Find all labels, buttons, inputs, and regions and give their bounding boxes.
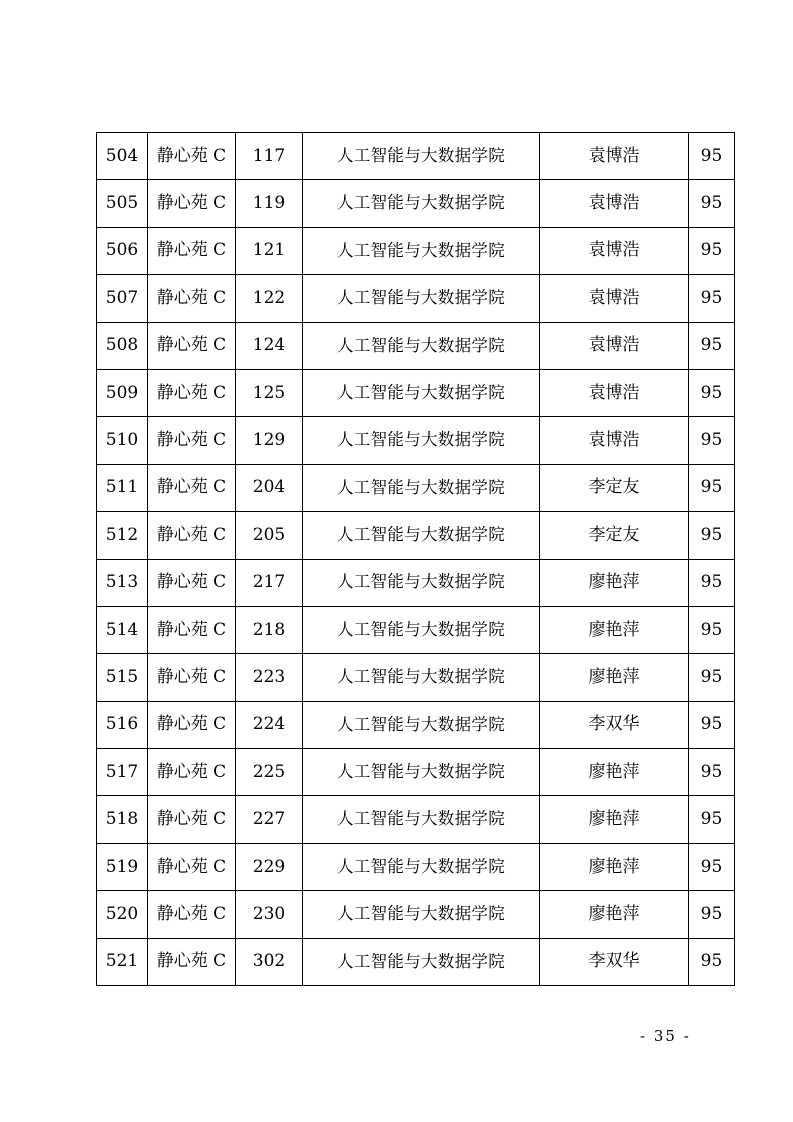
- row-number-cell: 513: [97, 559, 148, 606]
- score-cell: 95: [689, 133, 735, 180]
- room-number-cell: 204: [236, 464, 303, 511]
- college-cell: 人工智能与大数据学院: [303, 322, 540, 369]
- college-cell: 人工智能与大数据学院: [303, 512, 540, 559]
- table-body: [97, 133, 735, 986]
- score-cell: 95: [689, 512, 735, 559]
- room-number-cell: 227: [236, 796, 303, 843]
- room-number-cell: 125: [236, 369, 303, 416]
- person-in-charge-cell: 李定友: [540, 464, 689, 511]
- college-cell: 人工智能与大数据学院: [303, 606, 540, 653]
- building-cell: 静心苑 C: [148, 464, 236, 511]
- building-cell: 静心苑 C: [148, 749, 236, 796]
- building-cell: 静心苑 C: [148, 417, 236, 464]
- person-in-charge-cell: 袁博浩: [540, 369, 689, 416]
- person-in-charge-cell: 廖艳萍: [540, 606, 689, 653]
- score-cell: 95: [689, 606, 735, 653]
- table-row: [97, 322, 735, 369]
- row-number-cell: 508: [97, 322, 148, 369]
- room-number-cell: 122: [236, 275, 303, 322]
- score-cell: 95: [689, 417, 735, 464]
- dormitory-score-table: [96, 132, 735, 986]
- row-number-cell: 505: [97, 180, 148, 227]
- table-row: [97, 654, 735, 701]
- college-cell: 人工智能与大数据学院: [303, 275, 540, 322]
- table-row: [97, 417, 735, 464]
- person-in-charge-cell: 袁博浩: [540, 322, 689, 369]
- building-cell: 静心苑 C: [148, 701, 236, 748]
- score-cell: 95: [689, 654, 735, 701]
- college-cell: 人工智能与大数据学院: [303, 369, 540, 416]
- score-cell: 95: [689, 796, 735, 843]
- table-row: [97, 180, 735, 227]
- person-in-charge-cell: 袁博浩: [540, 227, 689, 274]
- row-number-cell: 516: [97, 701, 148, 748]
- table-row: [97, 938, 735, 985]
- person-in-charge-cell: 李定友: [540, 512, 689, 559]
- score-cell: 95: [689, 749, 735, 796]
- score-cell: 95: [689, 938, 735, 985]
- room-number-cell: 229: [236, 843, 303, 890]
- college-cell: 人工智能与大数据学院: [303, 701, 540, 748]
- room-number-cell: 218: [236, 606, 303, 653]
- table-row: [97, 275, 735, 322]
- page-number: - 35 -: [640, 1027, 691, 1045]
- person-in-charge-cell: 廖艳萍: [540, 654, 689, 701]
- table-row: [97, 559, 735, 606]
- table-row: [97, 843, 735, 890]
- row-number-cell: 514: [97, 606, 148, 653]
- college-cell: 人工智能与大数据学院: [303, 417, 540, 464]
- table-row: [97, 464, 735, 511]
- building-cell: 静心苑 C: [148, 133, 236, 180]
- room-number-cell: 205: [236, 512, 303, 559]
- college-cell: 人工智能与大数据学院: [303, 464, 540, 511]
- room-number-cell: 225: [236, 749, 303, 796]
- room-number-cell: 129: [236, 417, 303, 464]
- person-in-charge-cell: 袁博浩: [540, 180, 689, 227]
- college-cell: 人工智能与大数据学院: [303, 938, 540, 985]
- person-in-charge-cell: 袁博浩: [540, 275, 689, 322]
- score-cell: 95: [689, 843, 735, 890]
- row-number-cell: 518: [97, 796, 148, 843]
- score-cell: 95: [689, 464, 735, 511]
- college-cell: 人工智能与大数据学院: [303, 180, 540, 227]
- row-number-cell: 504: [97, 133, 148, 180]
- person-in-charge-cell: 袁博浩: [540, 133, 689, 180]
- room-number-cell: 224: [236, 701, 303, 748]
- college-cell: 人工智能与大数据学院: [303, 133, 540, 180]
- score-cell: 95: [689, 891, 735, 938]
- row-number-cell: 510: [97, 417, 148, 464]
- row-number-cell: 512: [97, 512, 148, 559]
- row-number-cell: 521: [97, 938, 148, 985]
- college-cell: 人工智能与大数据学院: [303, 843, 540, 890]
- college-cell: 人工智能与大数据学院: [303, 749, 540, 796]
- room-number-cell: 124: [236, 322, 303, 369]
- building-cell: 静心苑 C: [148, 559, 236, 606]
- table-row: [97, 891, 735, 938]
- room-number-cell: 117: [236, 133, 303, 180]
- building-cell: 静心苑 C: [148, 512, 236, 559]
- building-cell: 静心苑 C: [148, 227, 236, 274]
- score-cell: 95: [689, 275, 735, 322]
- room-number-cell: 119: [236, 180, 303, 227]
- score-cell: 95: [689, 559, 735, 606]
- person-in-charge-cell: 李双华: [540, 701, 689, 748]
- row-number-cell: 507: [97, 275, 148, 322]
- college-cell: 人工智能与大数据学院: [303, 891, 540, 938]
- table-row: [97, 606, 735, 653]
- room-number-cell: 217: [236, 559, 303, 606]
- table-row: [97, 749, 735, 796]
- building-cell: 静心苑 C: [148, 369, 236, 416]
- score-cell: 95: [689, 369, 735, 416]
- table-row: [97, 227, 735, 274]
- person-in-charge-cell: 廖艳萍: [540, 891, 689, 938]
- row-number-cell: 517: [97, 749, 148, 796]
- person-in-charge-cell: 廖艳萍: [540, 796, 689, 843]
- person-in-charge-cell: 廖艳萍: [540, 559, 689, 606]
- score-cell: 95: [689, 701, 735, 748]
- room-number-cell: 230: [236, 891, 303, 938]
- row-number-cell: 506: [97, 227, 148, 274]
- room-number-cell: 302: [236, 938, 303, 985]
- college-cell: 人工智能与大数据学院: [303, 559, 540, 606]
- table-row: [97, 133, 735, 180]
- room-number-cell: 121: [236, 227, 303, 274]
- building-cell: 静心苑 C: [148, 796, 236, 843]
- building-cell: 静心苑 C: [148, 322, 236, 369]
- building-cell: 静心苑 C: [148, 275, 236, 322]
- row-number-cell: 509: [97, 369, 148, 416]
- person-in-charge-cell: 李双华: [540, 938, 689, 985]
- score-cell: 95: [689, 322, 735, 369]
- college-cell: 人工智能与大数据学院: [303, 654, 540, 701]
- building-cell: 静心苑 C: [148, 891, 236, 938]
- row-number-cell: 515: [97, 654, 148, 701]
- row-number-cell: 511: [97, 464, 148, 511]
- room-number-cell: 223: [236, 654, 303, 701]
- score-cell: 95: [689, 227, 735, 274]
- building-cell: 静心苑 C: [148, 938, 236, 985]
- person-in-charge-cell: 廖艳萍: [540, 749, 689, 796]
- building-cell: 静心苑 C: [148, 654, 236, 701]
- building-cell: 静心苑 C: [148, 180, 236, 227]
- table-row: [97, 512, 735, 559]
- building-cell: 静心苑 C: [148, 606, 236, 653]
- building-cell: 静心苑 C: [148, 843, 236, 890]
- table-row: [97, 701, 735, 748]
- row-number-cell: 520: [97, 891, 148, 938]
- row-number-cell: 519: [97, 843, 148, 890]
- person-in-charge-cell: 袁博浩: [540, 417, 689, 464]
- person-in-charge-cell: 廖艳萍: [540, 843, 689, 890]
- college-cell: 人工智能与大数据学院: [303, 796, 540, 843]
- table-row: [97, 369, 735, 416]
- college-cell: 人工智能与大数据学院: [303, 227, 540, 274]
- score-cell: 95: [689, 180, 735, 227]
- table-row: [97, 796, 735, 843]
